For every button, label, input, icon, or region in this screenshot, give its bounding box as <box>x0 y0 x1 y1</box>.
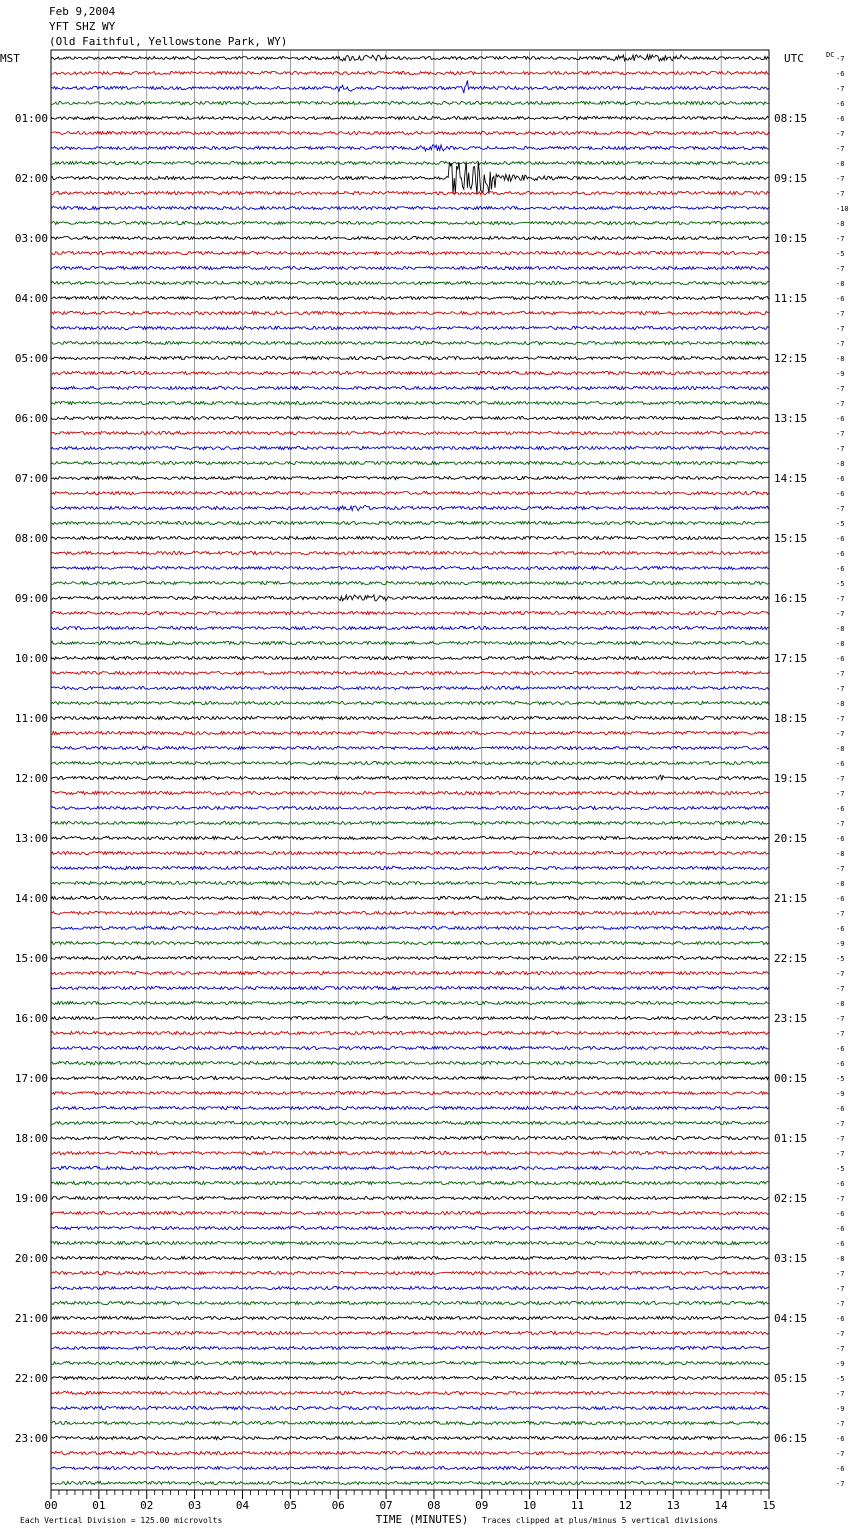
dc-offset-label: -7 <box>836 790 845 798</box>
dc-offset-label: -6 <box>836 70 845 78</box>
x-tick-label: 00 <box>44 1499 58 1512</box>
seismogram-trace <box>51 1031 769 1034</box>
dc-offset-label: -6 <box>836 1105 845 1113</box>
dc-offset-label: -5 <box>836 1075 845 1083</box>
hour-label-utc: 14:15 <box>774 472 808 485</box>
hour-label-mst: 06:00 <box>14 412 48 425</box>
dc-offset-label: -7 <box>836 610 845 618</box>
dc-offset-label: -8 <box>836 1255 845 1263</box>
scale-note: Each Vertical Division = 125.00 microvolts <box>20 1516 223 1525</box>
dc-offset-label: -7 <box>836 1450 845 1458</box>
clip-note: Traces clipped at plus/minus 5 vertical divisions <box>482 1516 719 1525</box>
seismogram-trace <box>51 71 769 74</box>
hour-label-mst: 18:00 <box>14 1132 48 1145</box>
seismogram-trace <box>51 1346 769 1349</box>
dc-offset-label: -5 <box>836 580 845 588</box>
dc-offset-label: -7 <box>836 820 845 828</box>
hour-label-mst: 07:00 <box>14 472 48 485</box>
hour-label-mst: 13:00 <box>14 832 48 845</box>
seismogram-trace <box>51 1241 769 1244</box>
x-tick-label: 11 <box>570 1499 585 1512</box>
seismogram-trace <box>51 821 769 824</box>
seismogram-trace <box>51 1136 769 1139</box>
dc-offset-label: -7 <box>836 190 845 198</box>
seismogram-trace <box>51 401 769 404</box>
hour-label-utc: 04:15 <box>774 1312 808 1325</box>
seismogram-trace <box>51 761 769 764</box>
seismogram-trace <box>51 1271 769 1274</box>
seismogram-trace <box>51 206 769 209</box>
hour-label-utc: 15:15 <box>774 532 808 545</box>
dc-offset-label: -7 <box>836 505 845 513</box>
hour-label-utc: 22:15 <box>774 952 808 965</box>
dc-offset-label: -7 <box>836 715 845 723</box>
dc-offset-label: -8 <box>836 1000 845 1008</box>
x-tick-label: 10 <box>523 1499 537 1512</box>
seismogram-trace <box>51 911 769 914</box>
hour-label-mst: 12:00 <box>14 772 48 785</box>
seismogram-trace <box>51 1226 769 1229</box>
seismogram-trace <box>51 145 769 151</box>
dc-offset-label: -5 <box>836 250 845 258</box>
dc-offset-label: -8 <box>836 745 845 753</box>
hour-label-utc: 19:15 <box>774 772 808 785</box>
seismogram-trace <box>51 116 769 119</box>
dc-offset-label: -6 <box>836 1060 845 1068</box>
dc-offset-label: -7 <box>836 1270 845 1278</box>
seismogram-trace <box>51 716 769 719</box>
dc-offset-label: -6 <box>836 655 845 663</box>
x-tick-label: 01 <box>92 1499 106 1512</box>
dc-offset-label: -7 <box>836 910 845 918</box>
dc-offset-label: -6 <box>836 1435 845 1443</box>
dc-offset-label: -7 <box>836 1285 845 1293</box>
seismogram-trace <box>51 326 769 329</box>
hour-label-utc: 10:15 <box>774 232 808 245</box>
seismogram-trace <box>51 1211 769 1214</box>
x-tick-label: 08 <box>427 1499 441 1512</box>
seismogram-trace <box>51 131 769 134</box>
hour-label-utc: 08:15 <box>774 112 808 125</box>
dc-offset-label: -6 <box>836 1465 845 1473</box>
x-tick-label: 13 <box>666 1499 680 1512</box>
dc-offset-label: -7 <box>836 445 845 453</box>
seismogram-trace <box>51 1256 769 1259</box>
dc-offset-label: -7 <box>836 1300 845 1308</box>
hour-label-utc: 23:15 <box>774 1012 808 1025</box>
dc-offset-label: -8 <box>836 880 845 888</box>
hour-label-utc: 05:15 <box>774 1372 808 1385</box>
utc-label: UTC <box>784 52 804 65</box>
seismogram-trace <box>51 566 769 569</box>
hour-label-mst: 20:00 <box>14 1252 48 1265</box>
x-tick-label: 15 <box>762 1499 776 1512</box>
dc-offset-label: -5 <box>836 1165 845 1173</box>
seismogram-trace <box>51 251 769 254</box>
seismogram-trace <box>51 1091 769 1094</box>
seismogram-trace <box>51 1376 769 1379</box>
hour-label-mst: 02:00 <box>14 172 48 185</box>
seismogram-trace <box>51 386 769 389</box>
hour-label-utc: 13:15 <box>774 412 808 425</box>
dc-offset-label: -7 <box>836 235 845 243</box>
dc-offset-label: -6 <box>836 1225 845 1233</box>
dc-offset-label: -6 <box>836 925 845 933</box>
dc-offset-label: -7 <box>836 145 845 153</box>
dc-offset-label: -8 <box>836 280 845 288</box>
dc-offset-label: -9 <box>836 1360 845 1368</box>
dc-offset-label: -7 <box>836 775 845 783</box>
seismogram-trace <box>51 971 769 974</box>
dc-offset-label: -7 <box>836 1015 845 1023</box>
x-tick-label: 04 <box>235 1499 250 1512</box>
dc-offset-label: -6 <box>836 1210 845 1218</box>
seismogram-trace <box>51 416 769 419</box>
x-tick-label: 05 <box>283 1499 297 1512</box>
header-station: YFT SHZ WY <box>49 20 116 33</box>
seismogram-trace <box>51 162 769 195</box>
seismogram-trace <box>51 55 769 61</box>
dc-offset-label: -6 <box>836 100 845 108</box>
dc-offset-label: -6 <box>836 1315 845 1323</box>
dc-offset-label: -6 <box>836 1180 845 1188</box>
seismogram-trace <box>51 1466 769 1469</box>
hour-label-utc: 18:15 <box>774 712 808 725</box>
dc-offset-label: -7 <box>836 1420 845 1428</box>
seismogram-trace <box>51 461 769 464</box>
dc-offset-label: -7 <box>836 1120 845 1128</box>
seismogram-trace <box>51 611 769 614</box>
hour-label-mst: 19:00 <box>14 1192 48 1205</box>
plot-frame <box>51 50 769 1490</box>
hour-label-mst: 09:00 <box>14 592 48 605</box>
x-tick-label: 12 <box>618 1499 633 1512</box>
hour-label-mst: 21:00 <box>14 1312 48 1325</box>
seismogram-trace <box>51 1046 769 1049</box>
dc-offset-label: -7 <box>836 670 845 678</box>
dc-offset-label: -7 <box>836 1135 845 1143</box>
dc-offset-label: -8 <box>836 625 845 633</box>
seismogram-trace <box>51 1196 769 1199</box>
seismogram-trace <box>51 551 769 554</box>
dc-offset-label: -9 <box>836 370 845 378</box>
seismogram-trace <box>51 1436 769 1439</box>
seismogram-trace <box>51 1406 769 1409</box>
hour-label-utc: 11:15 <box>774 292 808 305</box>
mst-label: MST <box>0 52 20 65</box>
seismogram-trace <box>51 836 769 839</box>
dc-offset-label: -7 <box>836 265 845 273</box>
dc-offset-label: -6 <box>836 475 845 483</box>
seismogram-trace <box>51 881 769 884</box>
dc-offset-label: -7 <box>836 400 845 408</box>
dc-offset-label: -6 <box>836 760 845 768</box>
seismogram-trace <box>51 701 769 704</box>
seismogram-trace <box>51 1121 769 1124</box>
hour-label-mst: 16:00 <box>14 1012 48 1025</box>
dc-offset-label: -7 <box>836 595 845 603</box>
seismogram-trace <box>51 1331 769 1334</box>
dc-offset-label: -7 <box>836 325 845 333</box>
dc-offset-label: -7 <box>836 970 845 978</box>
hour-label-utc: 09:15 <box>774 172 808 185</box>
seismogram-trace <box>51 956 769 959</box>
dc-offset-label: -7 <box>836 175 845 183</box>
seismogram-trace <box>51 581 769 584</box>
dc-offset-label: -6 <box>836 550 845 558</box>
seismogram-trace <box>51 236 769 239</box>
seismogram-trace <box>51 536 769 539</box>
dc-offset-label: -6 <box>836 535 845 543</box>
dc-offset-label: -9 <box>836 1090 845 1098</box>
seismogram-trace <box>51 1361 769 1364</box>
seismogram-trace <box>51 1481 769 1484</box>
dc-offset-label: -7 <box>836 1480 845 1488</box>
seismogram-trace <box>51 521 769 524</box>
seismogram-trace <box>51 266 769 269</box>
seismogram-trace <box>51 1316 769 1319</box>
seismogram-trace <box>51 296 769 299</box>
dc-offset-label: -7 <box>836 865 845 873</box>
seismogram-trace <box>51 161 769 164</box>
hour-label-mst: 14:00 <box>14 892 48 905</box>
hour-label-mst: 03:00 <box>14 232 48 245</box>
seismogram-trace <box>51 446 769 449</box>
hour-label-utc: 02:15 <box>774 1192 808 1205</box>
seismogram-trace <box>51 101 769 104</box>
dc-offset-label: -6 <box>836 115 845 123</box>
seismogram-trace <box>51 80 769 93</box>
dc-offset-label: -8 <box>836 460 845 468</box>
dc-offset-label: -6 <box>836 835 845 843</box>
seismogram-trace <box>51 686 769 689</box>
seismogram-trace <box>51 1181 769 1184</box>
hour-label-mst: 08:00 <box>14 532 48 545</box>
seismogram-trace <box>51 1016 769 1019</box>
dc-offset-label: -9 <box>836 1405 845 1413</box>
header-date: Feb 9,2004 <box>49 5 116 18</box>
dc-offset-label: -7 <box>836 1330 845 1338</box>
seismogram-trace <box>51 595 769 601</box>
seismogram-trace <box>51 341 769 344</box>
dc-offset-label: -6 <box>836 490 845 498</box>
hour-label-mst: 01:00 <box>14 112 48 125</box>
hour-label-mst: 11:00 <box>14 712 48 725</box>
x-tick-label: 09 <box>475 1499 489 1512</box>
dc-offset-label: -7 <box>836 85 845 93</box>
hour-label-utc: 01:15 <box>774 1132 808 1145</box>
hour-label-mst: 15:00 <box>14 952 48 965</box>
x-tick-label: 14 <box>714 1499 728 1512</box>
hour-label-utc: 06:15 <box>774 1432 808 1445</box>
seismogram-trace <box>51 476 769 479</box>
seismogram-trace <box>51 505 769 510</box>
hour-label-utc: 21:15 <box>774 892 808 905</box>
dc-label: DC <box>826 51 835 59</box>
seismogram-trace <box>51 791 769 794</box>
hour-label-mst: 04:00 <box>14 292 48 305</box>
seismogram-trace <box>51 626 769 629</box>
seismogram-trace <box>51 371 769 374</box>
dc-offset-label: -8 <box>836 220 845 228</box>
dc-offset-label: -5 <box>836 955 845 963</box>
seismogram-trace <box>51 1106 769 1109</box>
seismogram-trace <box>51 941 769 944</box>
dc-offset-label: -8 <box>836 640 845 648</box>
dc-offset-label: -6 <box>836 805 845 813</box>
dc-offset-label: -7 <box>836 1345 845 1353</box>
seismogram-trace <box>51 1286 769 1289</box>
x-tick-label: 06 <box>331 1499 345 1512</box>
seismogram-trace <box>51 1451 769 1454</box>
hour-label-utc: 16:15 <box>774 592 808 605</box>
seismogram-trace <box>51 1301 769 1304</box>
dc-offset-label: -8 <box>836 160 845 168</box>
x-axis-title: TIME (MINUTES) <box>375 1513 469 1526</box>
x-tick-label: 03 <box>187 1499 202 1512</box>
seismogram-trace <box>51 775 769 780</box>
dc-offset-label: -9 <box>836 940 845 948</box>
dc-offset-label: -7 <box>836 340 845 348</box>
seismogram-trace <box>51 1166 769 1169</box>
seismogram-trace <box>51 641 769 644</box>
seismogram-trace <box>51 1001 769 1004</box>
seismogram-trace <box>51 926 769 929</box>
dc-offset-label: -7 <box>836 1030 845 1038</box>
seismogram-trace <box>51 806 769 809</box>
seismogram-trace <box>51 671 769 674</box>
dc-offset-label: -6 <box>836 415 845 423</box>
hour-label-utc: 17:15 <box>774 652 808 665</box>
hour-label-utc: 03:15 <box>774 1252 808 1265</box>
seismogram-trace <box>51 1391 769 1394</box>
dc-offset-label: -7 <box>836 730 845 738</box>
dc-offset-label: -7 <box>836 985 845 993</box>
seismogram-trace <box>51 191 769 194</box>
dc-offset-label: -7 <box>836 430 845 438</box>
hour-label-utc: 20:15 <box>774 832 808 845</box>
dc-offset-label: -7 <box>836 1195 845 1203</box>
seismogram-trace <box>51 1151 769 1154</box>
dc-offset-label: -6 <box>836 1045 845 1053</box>
dc-offset-label: -8 <box>836 700 845 708</box>
dc-offset-label: -6 <box>836 565 845 573</box>
hour-label-utc: 12:15 <box>774 352 808 365</box>
seismogram-trace <box>51 311 769 314</box>
dc-offset-label: -6 <box>836 295 845 303</box>
hour-label-utc: 00:15 <box>774 1072 808 1085</box>
seismogram-trace <box>51 986 769 989</box>
hour-label-mst: 17:00 <box>14 1072 48 1085</box>
hour-label-mst: 23:00 <box>14 1432 48 1445</box>
hour-label-mst: 22:00 <box>14 1372 48 1385</box>
seismogram-trace <box>51 851 769 854</box>
seismogram-trace <box>51 656 769 659</box>
seismogram-trace <box>51 896 769 899</box>
dc-offset-label: -5 <box>836 1375 845 1383</box>
header-location: (Old Faithful, Yellowstone Park, WY) <box>49 35 288 48</box>
dc-offset-label: -7 <box>836 130 845 138</box>
seismogram-trace <box>51 491 769 494</box>
hour-label-mst: 05:00 <box>14 352 48 365</box>
x-tick-label: 02 <box>140 1499 154 1512</box>
seismogram-trace <box>51 1076 769 1079</box>
dc-offset-label: -7 <box>836 310 845 318</box>
dc-offset-label: -7 <box>836 1390 845 1398</box>
dc-offset-label: -6 <box>836 895 845 903</box>
dc-offset-label: -6 <box>836 1240 845 1248</box>
dc-offset-label: -7 <box>836 385 845 393</box>
dc-offset-label: -7 <box>836 1150 845 1158</box>
dc-offset-label: -5 <box>836 520 845 528</box>
seismogram-trace <box>51 356 769 359</box>
seismogram-trace <box>51 431 769 434</box>
dc-offset-label: -7 <box>836 685 845 693</box>
seismogram-trace <box>51 1061 769 1064</box>
x-tick-label: 07 <box>379 1499 393 1512</box>
seismogram-trace <box>51 731 769 734</box>
seismogram-trace <box>51 281 769 284</box>
seismogram-trace <box>51 746 769 749</box>
dc-offset-label: -8 <box>836 850 845 858</box>
seismogram-trace <box>51 1421 769 1424</box>
hour-label-mst: 10:00 <box>14 652 48 665</box>
dc-offset-label: -10 <box>836 205 849 213</box>
dc-offset-label: -8 <box>836 355 845 363</box>
seismogram-trace <box>51 866 769 869</box>
dc-offset-label: -7 <box>836 55 845 63</box>
seismogram-trace <box>51 221 769 224</box>
